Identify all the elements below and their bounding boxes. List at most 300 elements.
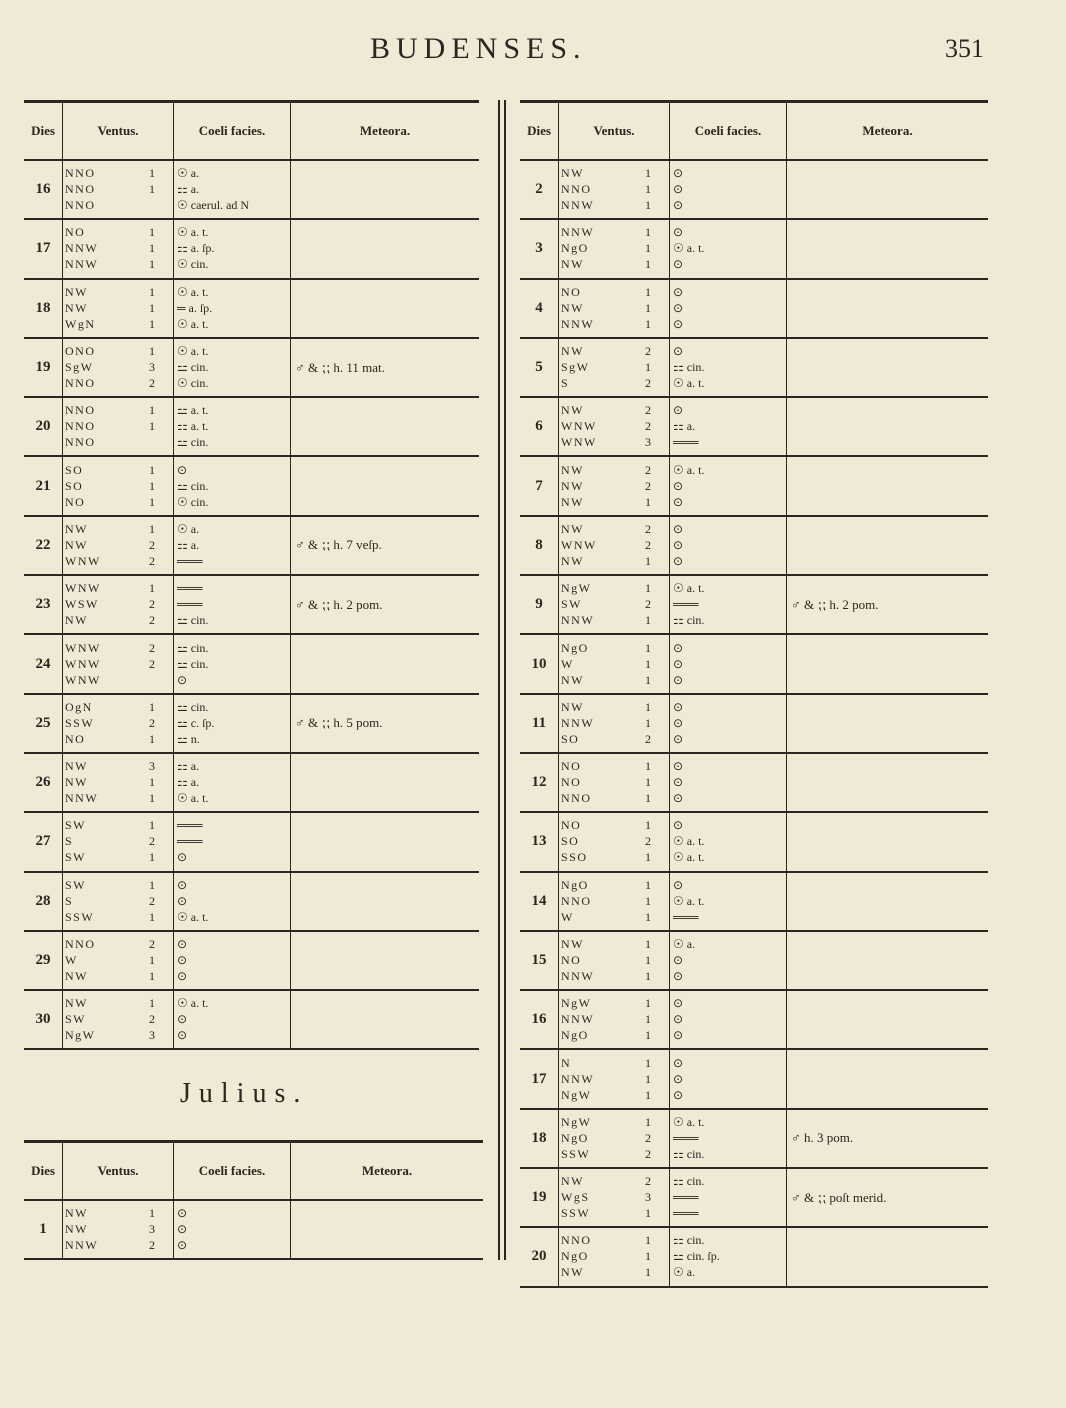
wind-line xyxy=(63,640,173,656)
wind-cell xyxy=(558,457,669,514)
wind-strength: 2 xyxy=(149,656,155,671)
wind-line xyxy=(63,759,173,775)
wind-line xyxy=(63,494,173,510)
sky-line: ⊙ xyxy=(673,818,684,833)
sky-line: ☉ a. t. xyxy=(673,834,705,849)
wind-strength: 1 xyxy=(149,257,155,272)
wind-direction: NNW xyxy=(65,1238,99,1253)
sky-line: ⊙ xyxy=(177,1206,188,1221)
wind-line xyxy=(63,1222,173,1238)
wind-direction: N xyxy=(561,1055,572,1070)
meteor-cell xyxy=(290,754,479,811)
wind-direction: NNW xyxy=(65,791,99,806)
day-row xyxy=(520,813,988,872)
sky-cell xyxy=(173,813,290,870)
day-row xyxy=(520,1050,988,1109)
wind-line xyxy=(559,376,669,392)
wind-line xyxy=(559,225,669,241)
sky-cell xyxy=(669,873,786,930)
sky-line: ☉ cin. xyxy=(177,257,209,272)
sky-line: ⚏ a. ſp. xyxy=(177,241,215,256)
sky-line: ⊙ xyxy=(673,953,684,967)
sky-line: ☉ a. t. xyxy=(177,225,209,240)
sky-line: ☉ a. t. xyxy=(673,241,705,256)
wind-strength: 1 xyxy=(149,166,155,181)
wind-line xyxy=(63,225,173,241)
wind-line xyxy=(559,284,669,300)
day-number: 9 xyxy=(535,596,543,613)
sky-line: ═══ xyxy=(673,1130,699,1145)
sky-line: ═══ xyxy=(177,834,203,849)
wind-cell xyxy=(558,754,669,811)
sky-line: ⊙ xyxy=(673,494,684,509)
wind-direction: NW xyxy=(65,537,88,552)
wind-line xyxy=(559,166,669,182)
day-row xyxy=(24,754,479,813)
sky-line: ⊙ xyxy=(673,996,684,1011)
day-number: 22 xyxy=(35,536,51,553)
wind-strength: 1 xyxy=(645,775,651,790)
wind-strength: 1 xyxy=(645,877,651,892)
page-number: 351 xyxy=(945,34,984,63)
wind-line xyxy=(559,1012,669,1028)
wind-direction: NW xyxy=(561,462,584,477)
day-row xyxy=(520,754,988,813)
day-number: 24 xyxy=(35,655,51,672)
wind-direction: NO xyxy=(561,775,582,790)
sky-line: ⊙ xyxy=(673,877,684,892)
day-number: 1 xyxy=(39,1221,47,1238)
wind-strength: 1 xyxy=(645,300,651,315)
wind-strength: 1 xyxy=(645,759,651,774)
sky-cell xyxy=(669,635,786,692)
sky-line: ═══ xyxy=(673,597,699,612)
wind-line xyxy=(559,818,669,834)
wind-strength: 2 xyxy=(645,376,651,391)
wind-line xyxy=(559,834,669,850)
sky-line: ☉ a. xyxy=(177,166,200,181)
sky-line: ═══ xyxy=(673,435,699,450)
wind-direction: NgW xyxy=(65,1028,96,1043)
wind-strength: 1 xyxy=(645,818,651,833)
wind-line xyxy=(559,877,669,893)
wind-line xyxy=(63,198,173,214)
sky-line: ⊙ xyxy=(177,462,188,477)
sky-line: ⊙ xyxy=(673,537,684,552)
sky-line: ⊙ xyxy=(673,1055,684,1070)
wind-direction: NW xyxy=(561,403,584,418)
sky-cell xyxy=(173,517,290,574)
wind-line xyxy=(559,715,669,731)
sky-cell xyxy=(173,695,290,752)
wind-direction: S xyxy=(65,834,74,849)
sky-line: ⊙ xyxy=(177,672,188,687)
wind-strength: 1 xyxy=(645,1265,651,1280)
sky-line: ⚏ a. xyxy=(177,775,200,790)
wind-direction: NW xyxy=(561,166,584,181)
meteor-cell: ♂ & ⁏⁏ h. 7 veſp. xyxy=(290,517,479,574)
wind-strength: 2 xyxy=(645,521,651,536)
sky-line: ⊙ xyxy=(673,403,684,418)
wind-line xyxy=(63,1206,173,1222)
wind-line xyxy=(63,316,173,332)
wind-cell xyxy=(558,1169,669,1226)
wind-line xyxy=(559,759,669,775)
wind-direction: NNO xyxy=(561,893,592,908)
day-number: 29 xyxy=(35,952,51,968)
wind-strength: 1 xyxy=(149,419,155,434)
sky-line: ═══ xyxy=(177,553,203,568)
table-header xyxy=(24,100,479,161)
wind-cell xyxy=(558,576,669,633)
wind-cell xyxy=(62,873,173,930)
wind-direction: NW xyxy=(561,553,584,568)
wind-direction: NNO xyxy=(65,403,96,418)
wind-direction: SSW xyxy=(65,909,95,924)
sky-line: ⊙ xyxy=(673,182,684,197)
wind-line xyxy=(559,419,669,435)
wind-strength: 1 xyxy=(149,225,155,240)
wind-direction: W xyxy=(561,909,574,924)
sky-line: ⚏ a. xyxy=(177,537,200,552)
wind-strength: 2 xyxy=(149,537,155,552)
meteor-cell xyxy=(786,398,988,455)
wind-direction: NgO xyxy=(561,1130,589,1145)
wind-direction: WNW xyxy=(561,419,597,434)
wind-line xyxy=(559,1174,669,1190)
wind-direction: WNW xyxy=(65,581,101,596)
wind-direction: WNW xyxy=(561,537,597,552)
day-row xyxy=(24,576,479,635)
wind-line xyxy=(63,284,173,300)
meteor-cell: ♂ & ⁏⁏ h. 11 mat. xyxy=(290,339,479,396)
wind-strength: 3 xyxy=(149,1222,155,1237)
page-header xyxy=(0,30,1066,80)
day-row xyxy=(520,932,988,991)
wind-strength: 1 xyxy=(149,818,155,833)
wind-strength: 2 xyxy=(645,403,651,418)
wind-strength: 1 xyxy=(645,166,651,181)
day-row xyxy=(520,635,988,694)
wind-direction: S xyxy=(65,893,74,908)
meteor-cell xyxy=(290,398,479,455)
wind-strength: 1 xyxy=(645,1087,651,1102)
wind-line xyxy=(559,257,669,273)
left-weather-table xyxy=(24,100,479,1050)
sky-line: ⊙ xyxy=(673,166,684,181)
wind-cell xyxy=(558,1050,669,1107)
wind-cell xyxy=(558,932,669,989)
wind-direction: WNW xyxy=(561,435,597,450)
sky-cell xyxy=(669,220,786,277)
day-row xyxy=(520,1228,988,1287)
wind-line xyxy=(63,953,173,969)
wind-strength: 3 xyxy=(149,759,155,774)
day-number: 18 xyxy=(35,299,51,316)
wind-direction: NNO xyxy=(561,791,592,806)
day-row xyxy=(520,457,988,516)
wind-direction: NgO xyxy=(561,241,589,256)
wind-cell xyxy=(62,339,173,396)
header-sky: Coeli facies. xyxy=(173,103,290,159)
day-row xyxy=(520,576,988,635)
day-row xyxy=(24,991,479,1050)
wind-line xyxy=(63,850,173,866)
wind-cell xyxy=(558,398,669,455)
wind-direction: WNW xyxy=(65,656,101,671)
day-row xyxy=(520,1169,988,1228)
julius-weather-table xyxy=(24,1140,483,1260)
wind-line xyxy=(63,937,173,953)
wind-cell xyxy=(62,635,173,692)
sky-line: ⊙ xyxy=(673,344,684,359)
wind-strength: 1 xyxy=(645,225,651,240)
wind-direction: NNW xyxy=(65,257,99,272)
wind-strength: 2 xyxy=(645,478,651,493)
sky-line: ☉ a. t. xyxy=(177,791,209,806)
day-row xyxy=(520,220,988,279)
sky-line: ⊙ xyxy=(673,1087,684,1102)
wind-line xyxy=(63,969,173,985)
sky-cell xyxy=(669,457,786,514)
wind-strength: 1 xyxy=(645,553,651,568)
wind-direction: NNW xyxy=(561,316,595,331)
wind-line xyxy=(63,581,173,597)
sky-line: ⚍ cin. xyxy=(177,699,209,714)
wind-strength: 2 xyxy=(149,834,155,849)
day-row xyxy=(24,1201,483,1260)
meteor-cell xyxy=(786,339,988,396)
day-number: 19 xyxy=(531,1189,547,1206)
day-number: 20 xyxy=(35,418,51,435)
sky-line: ☉ a. xyxy=(673,937,696,951)
sky-line: ☉ a. xyxy=(177,521,200,536)
day-row xyxy=(24,695,479,754)
day-row xyxy=(24,457,479,516)
wind-line xyxy=(63,1238,173,1254)
sky-line: ☉ a. t. xyxy=(177,996,209,1011)
wind-line xyxy=(559,300,669,316)
sky-cell xyxy=(669,576,786,633)
table-header xyxy=(24,1140,483,1201)
day-row xyxy=(520,161,988,220)
wind-line xyxy=(559,553,669,569)
wind-line xyxy=(63,834,173,850)
meteor-cell xyxy=(786,1228,988,1285)
sky-cell xyxy=(173,398,290,455)
wind-direction: NNO xyxy=(561,1233,592,1248)
sky-line: ═══ xyxy=(177,597,203,612)
header-wind: Ventus. xyxy=(62,1143,173,1199)
header-wind: Ventus. xyxy=(558,103,669,159)
wind-strength: 2 xyxy=(645,1174,651,1189)
wind-direction: NgW xyxy=(561,581,592,596)
sky-line: ⊙ xyxy=(673,1028,684,1043)
sky-line: ⚏ cin. xyxy=(673,360,705,375)
wind-line xyxy=(63,909,173,925)
wind-direction: NO xyxy=(561,284,582,299)
wind-direction: NNO xyxy=(65,419,96,434)
wind-strength: 1 xyxy=(149,775,155,790)
wind-line xyxy=(559,316,669,332)
wind-direction: W xyxy=(65,953,78,967)
sky-line: ═══ xyxy=(177,818,203,833)
meteor-cell xyxy=(290,220,479,277)
day-number: 8 xyxy=(535,536,543,553)
wind-direction: SW xyxy=(561,597,582,612)
wind-line xyxy=(63,376,173,392)
wind-strength: 2 xyxy=(149,613,155,628)
wind-strength: 1 xyxy=(645,893,651,908)
wind-line xyxy=(63,613,173,629)
wind-strength: 2 xyxy=(645,537,651,552)
sky-line: ⊙ xyxy=(673,672,684,687)
wind-line xyxy=(559,198,669,214)
sky-cell xyxy=(669,1110,786,1167)
wind-line xyxy=(63,478,173,494)
meteor-cell: ♂ h. 3 pom. xyxy=(786,1110,988,1167)
wind-cell xyxy=(62,517,173,574)
wind-direction: NW xyxy=(65,775,88,790)
wind-line xyxy=(559,581,669,597)
sky-line: ⚍ cin. xyxy=(177,640,209,655)
sky-cell xyxy=(669,932,786,989)
wind-direction: NW xyxy=(65,1206,88,1221)
wind-strength: 2 xyxy=(645,834,651,849)
sky-line: ⚏ a. t. xyxy=(177,419,209,434)
sky-line: ☉ a. t. xyxy=(673,581,705,596)
header-meteors: Meteora. xyxy=(786,103,988,159)
sky-cell xyxy=(669,1050,786,1107)
wind-line xyxy=(559,1265,669,1281)
sky-line: ⚍ a. t. xyxy=(177,403,209,418)
sky-line: ⊙ xyxy=(177,893,188,908)
day-number: 16 xyxy=(35,181,51,198)
meteor-cell: ♂ & ⁏⁏ h. 2 pom. xyxy=(290,576,479,633)
wind-direction: NO xyxy=(561,818,582,833)
wind-strength: 1 xyxy=(149,241,155,256)
wind-cell xyxy=(558,1110,669,1167)
wind-strength: 1 xyxy=(149,462,155,477)
sky-line: ☉ a. t. xyxy=(673,462,705,477)
sky-cell xyxy=(173,161,290,218)
sky-line: ☉ cin. xyxy=(177,376,209,391)
wind-line xyxy=(559,597,669,613)
wind-line xyxy=(63,257,173,273)
day-row xyxy=(24,873,479,932)
wind-line xyxy=(559,537,669,553)
wind-line xyxy=(559,1190,669,1206)
wind-cell xyxy=(62,991,173,1048)
sky-line: ⊙ xyxy=(673,478,684,493)
meteor-cell: ♂ & ⁏⁏ h. 2 pom. xyxy=(786,576,988,633)
sky-cell xyxy=(173,991,290,1048)
wind-strength: 1 xyxy=(645,316,651,331)
wind-direction: NW xyxy=(65,969,88,983)
wind-strength: 1 xyxy=(149,1206,155,1221)
wind-direction: WNW xyxy=(65,553,101,568)
sky-cell xyxy=(173,339,290,396)
meteor-cell xyxy=(290,873,479,930)
wind-strength: 2 xyxy=(149,640,155,655)
day-number: 19 xyxy=(35,359,51,376)
day-number: 28 xyxy=(35,892,51,909)
wind-line xyxy=(63,996,173,1012)
wind-line xyxy=(63,462,173,478)
column-divider xyxy=(504,100,506,1260)
wind-line xyxy=(559,494,669,510)
wind-strength: 1 xyxy=(645,1028,651,1043)
sky-line: ⚍ cin. xyxy=(177,478,209,493)
sky-line: ⚏ a. xyxy=(673,419,696,434)
day-row xyxy=(520,1110,988,1169)
wind-line xyxy=(63,699,173,715)
day-number: 16 xyxy=(531,1011,547,1028)
wind-direction: NW xyxy=(561,300,584,315)
meteor-cell xyxy=(786,695,988,752)
wind-strength: 2 xyxy=(645,597,651,612)
wind-strength: 1 xyxy=(149,316,155,331)
sky-line: ⊙ xyxy=(177,953,188,967)
wind-direction: NW xyxy=(65,284,88,299)
day-row xyxy=(24,161,479,220)
wind-line xyxy=(63,419,173,435)
sky-line: ═══ xyxy=(673,1190,699,1205)
sky-line: ⊙ xyxy=(673,225,684,240)
wind-strength: 1 xyxy=(645,791,651,806)
meteor-cell xyxy=(290,161,479,218)
day-row xyxy=(24,398,479,457)
wind-direction: NgW xyxy=(561,1087,592,1102)
day-number: 7 xyxy=(535,477,543,494)
wind-strength: 1 xyxy=(645,198,651,213)
sky-line: ⊙ xyxy=(177,850,188,865)
wind-direction: W xyxy=(561,656,574,671)
wind-line xyxy=(63,597,173,613)
table-header xyxy=(520,100,988,161)
wind-strength: 2 xyxy=(149,553,155,568)
wind-direction: WNW xyxy=(65,672,101,687)
wind-line xyxy=(559,699,669,715)
wind-line xyxy=(559,1130,669,1146)
wind-line xyxy=(559,241,669,257)
meteor-cell xyxy=(786,161,988,218)
wind-line xyxy=(559,731,669,747)
header-wind: Ventus. xyxy=(62,103,173,159)
sky-line: ⊙ xyxy=(177,1028,188,1043)
wind-cell xyxy=(62,220,173,277)
sky-line: ☉ a. xyxy=(673,1265,696,1280)
meteor-cell xyxy=(786,754,988,811)
wind-direction: SW xyxy=(65,818,86,833)
sky-line: ⊙ xyxy=(673,640,684,655)
wind-strength: 1 xyxy=(149,996,155,1011)
wind-direction: NgW xyxy=(561,996,592,1011)
sky-line: ═══ xyxy=(177,581,203,596)
sky-line: ⚍ cin. xyxy=(177,656,209,671)
wind-line xyxy=(559,672,669,688)
wind-direction: SW xyxy=(65,1012,86,1027)
sky-cell xyxy=(173,635,290,692)
day-row xyxy=(24,932,479,991)
sky-line: ☉ a. t. xyxy=(673,893,705,908)
wind-strength: 1 xyxy=(149,521,155,536)
wind-strength: 2 xyxy=(149,376,155,391)
sky-line: ⊙ xyxy=(177,1238,188,1253)
wind-strength: 1 xyxy=(645,360,651,375)
wind-strength: 1 xyxy=(645,1233,651,1248)
day-number: 3 xyxy=(535,240,543,257)
